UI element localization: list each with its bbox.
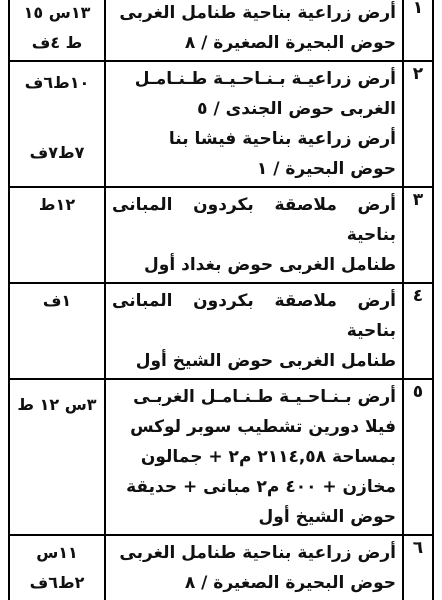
- table-row: [9, 61, 433, 187]
- row-area: [9, 379, 105, 535]
- row-description: [105, 61, 403, 187]
- area-value: ١١س ٢ط٦ف: [29, 543, 85, 592]
- row-description: [105, 283, 403, 379]
- row-area: [9, 535, 105, 600]
- description-line: طنامل الغربى حوض الشيخ أول: [135, 351, 396, 371]
- row-number: ٢: [403, 61, 433, 187]
- description-line: حوض الشيخ أول: [258, 507, 396, 527]
- table-row: [9, 283, 433, 379]
- row-area: [9, 187, 105, 283]
- table-row: [9, 379, 433, 535]
- row-description: [105, 0, 403, 61]
- description-line: أرض زراعيـة بـنـاحـيـة طـنـامـل: [134, 69, 396, 89]
- description-line: أرض زراعية بناحية طنامل الغربى: [119, 543, 396, 563]
- description-line: مخازن + ٤٠٠ م٢ مبانى + حديقة: [126, 477, 396, 497]
- area-value: ١٣س ١٥ ط ٤ف: [23, 3, 91, 52]
- description-line: أرض بـنـاحـيـة طـنـامـل الغربـى: [133, 387, 396, 407]
- table-row: [9, 187, 433, 283]
- description-line: حوض البحيرة الصغيرة / ٨: [184, 33, 396, 53]
- description-line: أرض ملاصقة بكردون المبانى بناحية: [112, 195, 396, 245]
- table-row: [9, 0, 433, 61]
- row-area: [9, 0, 105, 61]
- description-line: الغربى حوض الجندى / ٥: [197, 99, 396, 119]
- description-line: بمساحة ٢١١٤,٥٨ م٢ + جمالون: [140, 447, 396, 467]
- description-line: طنامل الغربى حوض بغداد أول: [144, 255, 396, 275]
- row-area: [9, 283, 105, 379]
- description-line: أرض ملاصقة بكردون المبانى بناحية: [112, 291, 396, 341]
- description-line: فيلا دورين تشطيب سوبر لوكس: [130, 417, 396, 437]
- row-number: ٥: [403, 379, 433, 535]
- description-line: أرض زراعية بناحية طنامل الغربى: [119, 3, 396, 23]
- property-table: [8, 0, 434, 600]
- row-number: ٦: [403, 535, 433, 600]
- area-value: ١٢ط: [38, 195, 76, 214]
- area-value: ١ف: [42, 291, 72, 310]
- description-line: حوض البحيرة الصغيرة / ٨: [184, 573, 396, 593]
- row-description: [105, 187, 403, 283]
- area-value: ١٠ط٦ف: [24, 73, 90, 92]
- description-line: حوض البحيرة / ١: [256, 159, 396, 179]
- row-number: ١: [403, 0, 433, 61]
- description-line: أرض زراعية بناحية فيشا بنا: [168, 129, 396, 149]
- area-value: ٧ط٧ف: [29, 143, 85, 162]
- row-description: [105, 535, 403, 600]
- table-row: [9, 535, 433, 600]
- row-number: ٣: [403, 187, 433, 283]
- area-value: ٣س ١٢ ط: [17, 395, 97, 414]
- row-description: [105, 379, 403, 535]
- row-number: ٤: [403, 283, 433, 379]
- row-area: [9, 61, 105, 187]
